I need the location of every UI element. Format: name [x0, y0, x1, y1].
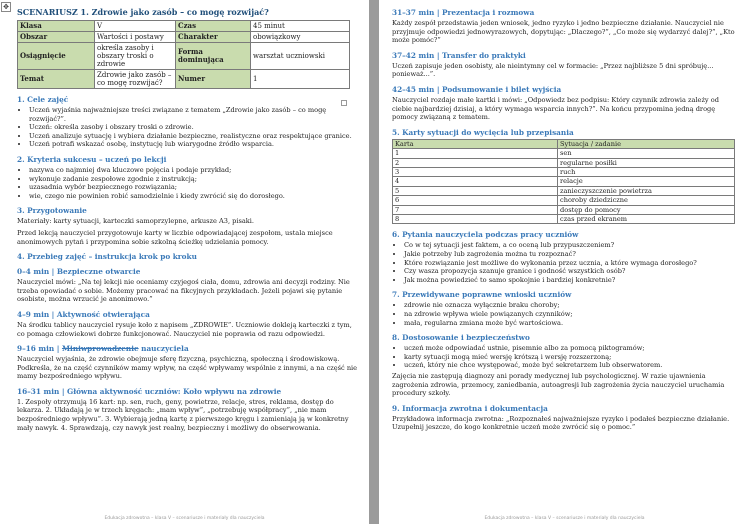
meta-value-czas: 45 minut [251, 21, 350, 32]
list-item: • Uczeń wyjaśnia najważniejsze treści związane z tematem „Zdrowie jako zasób – co mogę rozwijać?”. [29, 106, 359, 123]
paragraph: Każdy zespół przedstawia jeden wniosek, jedno ryzyko i jedno bezpieczne działanie. Nauczyciel nie przyjmuje odpowiedzi jednowyrazowych, dopytując: „Dlaczego?”, „Co może się wydarzyć dalej?”, „Kto może pomóc?” [392, 19, 735, 45]
paragraph: Nauczyciel rozdaje małe kartki i mówi: „Odpowiedz bez podpisu: Który czynnik zdrowia zależy od ciebie najbardziej dzisiaj, a który wymaga wsparcia innych?”. Na końcu przypomina jedną drogę pomocy związaną z tematem. [392, 95, 719, 122]
page-content [13, 0, 359, 435]
meta-value-klasa: V [95, 21, 176, 32]
paragraph: Materiały: karty sytuacji, karteczki samoprzylepne, arkusze A3, pisaki. [17, 217, 254, 226]
list-item: • uczeń może odpowiadać ustnie, pisemnie albo za pomocą piktogramów; [404, 344, 740, 353]
paragraph: 1. Zespoły otrzymują 16 kart: np. sen, ruch, geny, powietrze, relacje, stres, reklama, dostęp do lekarza. 2. Układają je w trzech kręgach: „mam wpływ”, „potrzebuję współpracy”, „nie mam bezpośredniego wpływu”. 3. Wybierają jedną kartę z pierwszego kręgu i zamieniają ją w konkretny mały nawyk. 4. Sprawdzają, czy nawyk jest realny, bezpieczny i możliwy do obserwowania. [17, 397, 349, 432]
paragraph: Zajęcia nie zastępują diagnozy ani porady medycznej lub psychologicznej. W razie ujawnienia zagrożenia zdrowia, przemocy, zaniedbania, autoagresji lub zagrożenia życia nauczyciel uruchamia procedury szkoły. [392, 371, 725, 398]
meta-value-numer: 1 [251, 70, 350, 89]
meta-value-obszar: Wartości i postawy [95, 32, 176, 43]
list-item: • Uczeń: określa zasoby i obszary troski o zdrowie. [29, 123, 359, 132]
list-item: • Czy wasza propozycja szanuje granice i godność wszystkich osób? [404, 267, 740, 276]
card-number: 6 [393, 196, 558, 205]
questions-list [388, 241, 740, 284]
page-footer: Edukacja zdrowotna – klasa V – scenariusze i materiały dla nauczyciela [104, 516, 265, 521]
paragraph: Na środku tablicy nauczyciel rysuje koło z napisem „ZDROWIE”. Uczniowie dokleją karteczki z tym, co pomaga człowiekowi dobrze funkcjonować. Nauczyciel nie poprawia od razu odpowiedzi. [17, 320, 352, 338]
section-heading-questions: 6. Pytania nauczyciela podczas pracy uczniów [392, 230, 579, 240]
card-number: 1 [393, 149, 558, 158]
step-heading-summary: 42–45 min | Podsumowanie i bilet wyjścia [392, 84, 562, 94]
step-heading-transfer: 37–42 min | Transfer do praktyki [392, 50, 526, 60]
meta-label-osiagniecie: Osiągnięcie [18, 43, 95, 70]
card-number: 5 [393, 186, 558, 195]
document-page-right [379, 0, 750, 524]
adaptation-list [388, 344, 740, 370]
meta-label-numer: Numer [176, 70, 251, 89]
meta-label-forma: Forma dominująca [176, 43, 251, 70]
card-text: ruch [558, 167, 735, 176]
card-text: czas przed ekranem [558, 215, 735, 224]
table-row [393, 186, 735, 195]
card-number: 2 [393, 158, 558, 167]
card-text: choroby dziedziczne [558, 196, 735, 205]
table-row [393, 158, 735, 167]
list-item: • mała, regularna zmiana może być wartościowa. [404, 319, 740, 328]
card-text: dostęp do pomocy [558, 205, 735, 214]
step-time: 9–16 min | [17, 344, 62, 354]
table-row [393, 205, 735, 214]
meta-label-czas: Czas [176, 21, 251, 32]
table-row [393, 177, 735, 186]
list-item: • uczeń, który nie chce występować, może być sekretarzem lub obserwatorem. [404, 361, 740, 370]
paragraph: Przykładowa informacja zwrotna: „Rozpoznałeś najważniejsze ryzyko i podałeś bezpieczne działanie. Uzupełnij jeszcze, do kogo konkretnie uczeń może zwrócić się o pomoc.” [392, 414, 730, 432]
meta-value-forma: warsztat uczniowski [251, 43, 350, 70]
section-heading-adaptation: 8. Dostosowanie i bezpieczeństwo [392, 333, 530, 343]
card-number: 7 [393, 205, 558, 214]
paragraph: Uczeń zapisuje jeden osobisty, ale nieintymny cel w formacie: „Przez najbliższe 5 dni spróbuję... ponieważ...”. [392, 61, 714, 79]
cards-col-header: Sytuacja / zadanie [558, 139, 735, 148]
list-item: • uzasadnia wybór bezpiecznego rozwiązania; [29, 183, 359, 192]
section-heading-goals: 1. Cele zajęć [17, 95, 69, 104]
page-footer: Edukacja zdrowotna – klasa V – scenariusze i materiały dla nauczyciela [484, 516, 645, 521]
list-item: • karty sytuacji mogą mieć wersję krótszą i wersję rozszerzoną; [404, 353, 740, 362]
list-item: • wykonuje zadanie zespołowe zgodnie z instrukcją; [29, 175, 359, 184]
meta-label-klasa: Klasa [18, 21, 95, 32]
table-resize-handle[interactable] [341, 100, 347, 106]
meta-label-charakter: Charakter [176, 32, 251, 43]
table-row [393, 167, 735, 176]
step-heading-opening: 0–4 min | Bezpieczne otwarcie [17, 267, 141, 277]
cards-col-header: Karta [393, 139, 558, 148]
table-move-handle-icon[interactable]: ✥ [1, 2, 11, 12]
document-page-left [0, 0, 369, 524]
section-heading-cards: 5. Karty sytuacji do wycięcia lub przepisania [392, 127, 574, 137]
step-heading-presentation: 31–37 min | Prezentacja i rozmowa [392, 8, 535, 17]
section-heading-preparation: 3. Przygotowanie [17, 206, 87, 216]
card-number: 4 [393, 177, 558, 186]
paragraph: Przed lekcją nauczyciel przygotowuje karty w liczbie odpowiadającej zespołom, ustala miejsce anonimowych pytań i przypomina sobie szkolną ścieżkę udzielania pomocy. [17, 228, 333, 246]
step-heading-mini-intro [17, 344, 359, 353]
list-item: • nazywa co najmniej dwa kluczowe pojęcia i podaje przykład; [29, 166, 359, 175]
meta-value-osiagniecie: określa zasoby i obszary troski o zdrowie [95, 43, 176, 70]
goals-list [13, 106, 359, 149]
card-text: relacje [558, 177, 735, 186]
paragraph: Nauczyciel mówi: „Na tej lekcji nie oceniamy czyjegoś ciała, domu, zdrowia ani decyzji rodziny. Nie trzeba opowiadać o sobie. Możemy pracować na fikcyjnych przykładach. Jeżeli pojawi się pytanie osobiste, można wrzucić je anonimowo.” [17, 278, 350, 304]
list-item: • Co w tej sytuacji jest faktem, a co oceną lub przypuszczeniem? [404, 241, 740, 250]
meta-label-obszar: Obszar [18, 32, 95, 43]
page-content [388, 0, 740, 435]
criteria-list [13, 166, 359, 200]
list-item: • Jakie potrzeby lub zagrożenia można tu rozpoznać? [404, 250, 740, 259]
table-row [393, 149, 735, 158]
meta-label-temat: Temat [18, 70, 95, 89]
list-item: • Jak można powiedzieć to samo spokojnie i bardziej konkretnie? [404, 276, 740, 285]
card-text: sen [558, 149, 735, 158]
meta-value-charakter: obowiązkowy [251, 32, 350, 43]
step-title: nauczyciela [138, 344, 189, 354]
list-item: • Które rozwiązanie jest możliwe do wykonania przez ucznia, a które wymaga dorosłego? [404, 259, 740, 268]
meta-value-temat: Zdrowie jako zasób – co mogę rozwijać? [95, 70, 176, 89]
paragraph: Nauczyciel wyjaśnia, że zdrowie obejmuje sferę fizyczną, psychiczną, społeczną i środowiskową. Podkreśla, że na część czynników mamy wpływ, na część wpływamy wspólnie z innymi, a na część nie mamy bezpośredniego wpływu. [17, 355, 358, 381]
card-number: 8 [393, 215, 558, 224]
page-gap [369, 0, 379, 524]
list-item: • Uczeń analizuje sytuację i wybiera działanie bezpieczne, realistyczne oraz respektujące granice. [29, 132, 359, 141]
situation-cards-table [392, 139, 735, 225]
list-item: • na zdrowie wpływa wiele powiązanych czynników; [404, 310, 740, 319]
section-heading-procedure: 4. Przebieg zajęć – instrukcja krok po kroku [17, 252, 197, 262]
step-heading-main-activity: 16–31 min | Główna aktywność uczniów: Koło wpływu na zdrowie [17, 386, 282, 396]
table-row [393, 215, 735, 224]
card-text: zanieczyszczenie powietrza [558, 186, 735, 195]
card-text: regularne posiłki [558, 158, 735, 167]
table-row [393, 196, 735, 205]
tracked-change-deletion: Miniwprowadzenie [61, 344, 139, 354]
list-item: • wie, czego nie powinien robić samodzielnie i kiedy zwrócić się do dorosłego. [29, 192, 359, 201]
list-item: • zdrowie nie oznacza wyłącznie braku choroby; [404, 301, 740, 310]
conclusions-list [388, 301, 740, 327]
scenario-meta-table [17, 20, 350, 89]
section-heading-criteria: 2. Kryteria sukcesu – uczeń po lekcji [17, 154, 167, 164]
scenario-title: SCENARIUSZ 1. Zdrowie jako zasób – co mogę rozwijać? [17, 7, 269, 17]
step-heading-opening-activity: 4–9 min | Aktywność otwierająca [17, 309, 150, 319]
section-heading-feedback: 9. Informacja zwrotna i dokumentacja [392, 403, 548, 413]
list-item: • Uczeń potrafi wskazać osobę, instytucję lub wiarygodne źródło wsparcia. [29, 140, 359, 149]
card-number: 3 [393, 167, 558, 176]
section-heading-conclusions: 7. Przewidywane poprawne wnioski uczniów [392, 290, 572, 300]
